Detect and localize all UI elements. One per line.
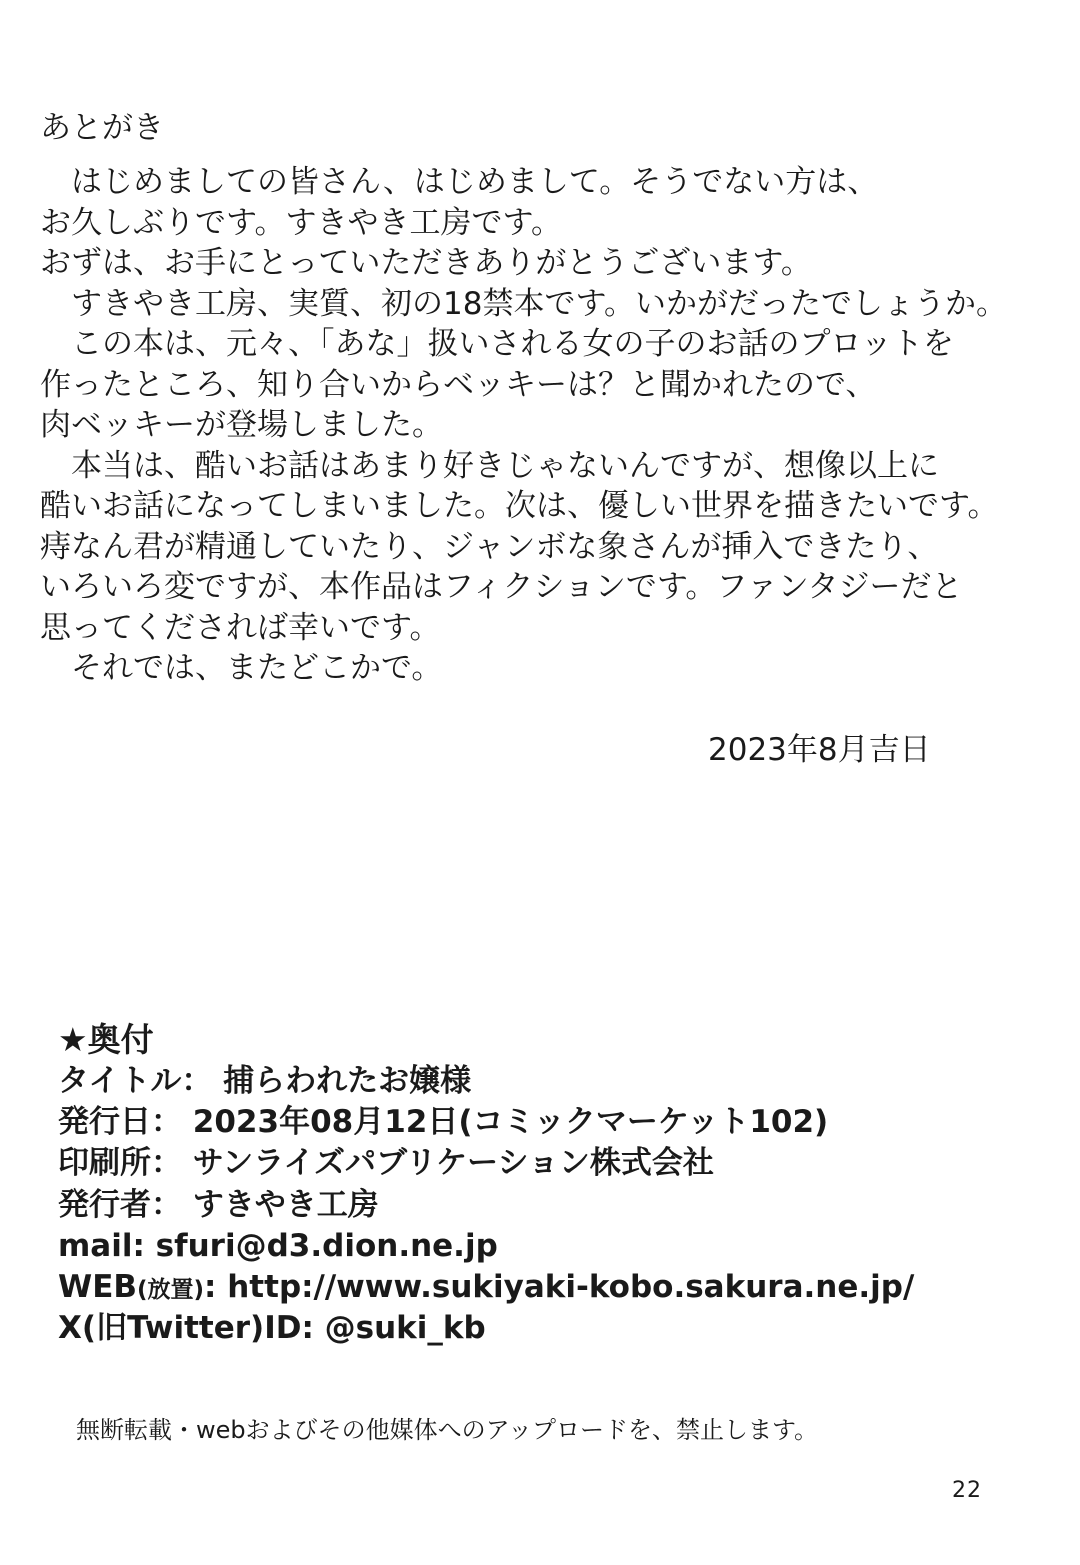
web-label: WEB: [58, 1268, 137, 1305]
afterword-line: この本は、元々、「あな」扱いされる女の子のお話のプロットを: [40, 326, 954, 362]
afterword-line: お久しぶりです。すきやき工房です。: [40, 204, 563, 241]
title-label: タイトル：: [58, 1063, 213, 1099]
x-handle: @suki_kb: [324, 1310, 486, 1347]
afterword-line: おずは、お手にとっていただきありがとうございます。: [40, 245, 812, 281]
afterword-line: いろいろ変ですが、本作品はフィクションです。ファンタジーだと: [40, 569, 963, 605]
afterword-line: 肉ベッキーが登場しました。: [40, 407, 443, 443]
web-colon: :: [204, 1268, 217, 1305]
reproduction-notice: 無断転載・webおよびその他媒体へのアップロードを、禁止します。: [76, 1416, 819, 1444]
issue-date-label: 発行日：: [58, 1104, 182, 1141]
colophon-title-row: [58, 1061, 1038, 1102]
afterword-line: それでは、またどこかで。: [40, 650, 443, 686]
web-note: (放置): [137, 1276, 205, 1303]
afterword-line: 痔なん君が精通していたり、ジャンボな象さんが挿入できたり、: [40, 528, 939, 565]
afterword-line: 酷いお話になってしまいました。次は、優しい世界を描きたいです。: [40, 488, 999, 524]
afterword-line: 思ってくだされば幸いです。: [40, 609, 441, 646]
colophon-issue-date-row: [58, 1102, 1038, 1143]
title-value: 捕らわれたお嬢様: [223, 1063, 472, 1099]
mail-value: sfuri@d3.dion.ne.jp: [155, 1227, 498, 1264]
colophon-mail-row: [58, 1226, 1038, 1267]
afterword-title: あとがき: [40, 110, 164, 146]
page-number: 22: [952, 1478, 982, 1503]
publisher-value: すきやき工房: [192, 1186, 379, 1223]
x-label: X(旧Twitter)ID:: [58, 1310, 314, 1347]
mail-label: mail:: [58, 1227, 145, 1264]
colophon-web-row: [58, 1267, 1038, 1308]
afterword-line: 本当は、酷いお話はあまり好きじゃないんですが、想像以上に: [40, 447, 939, 484]
printer-value: サンライズパブリケーション株式会社: [192, 1145, 714, 1182]
printer-label: 印刷所：: [58, 1145, 182, 1182]
colophon-publisher-row: [58, 1185, 1038, 1226]
afterword-date: 2023年8月吉日: [708, 732, 931, 768]
colophon-x-row: [58, 1308, 1038, 1349]
web-url: http://www.sukiyaki-kobo.sakura.ne.jp/: [227, 1268, 915, 1305]
issue-date-value: 2023年08月12日(コミックマーケット102): [192, 1104, 829, 1141]
publisher-label: 発行者：: [58, 1186, 182, 1223]
afterword-body: [40, 162, 1060, 689]
afterword-line: 作ったところ、知り合いからベッキーは？と聞かれたので、: [40, 366, 877, 403]
colophon: [58, 1019, 1038, 1349]
colophon-heading: ★奥付: [58, 1020, 154, 1059]
colophon-printer-row: [58, 1143, 1038, 1184]
afterword-line: すきやき工房、実質、初の18禁本です。いかがだったでしょうか。: [40, 285, 1007, 322]
afterword-line: はじめましての皆さん、はじめまして。そうでない方は、: [40, 164, 879, 200]
